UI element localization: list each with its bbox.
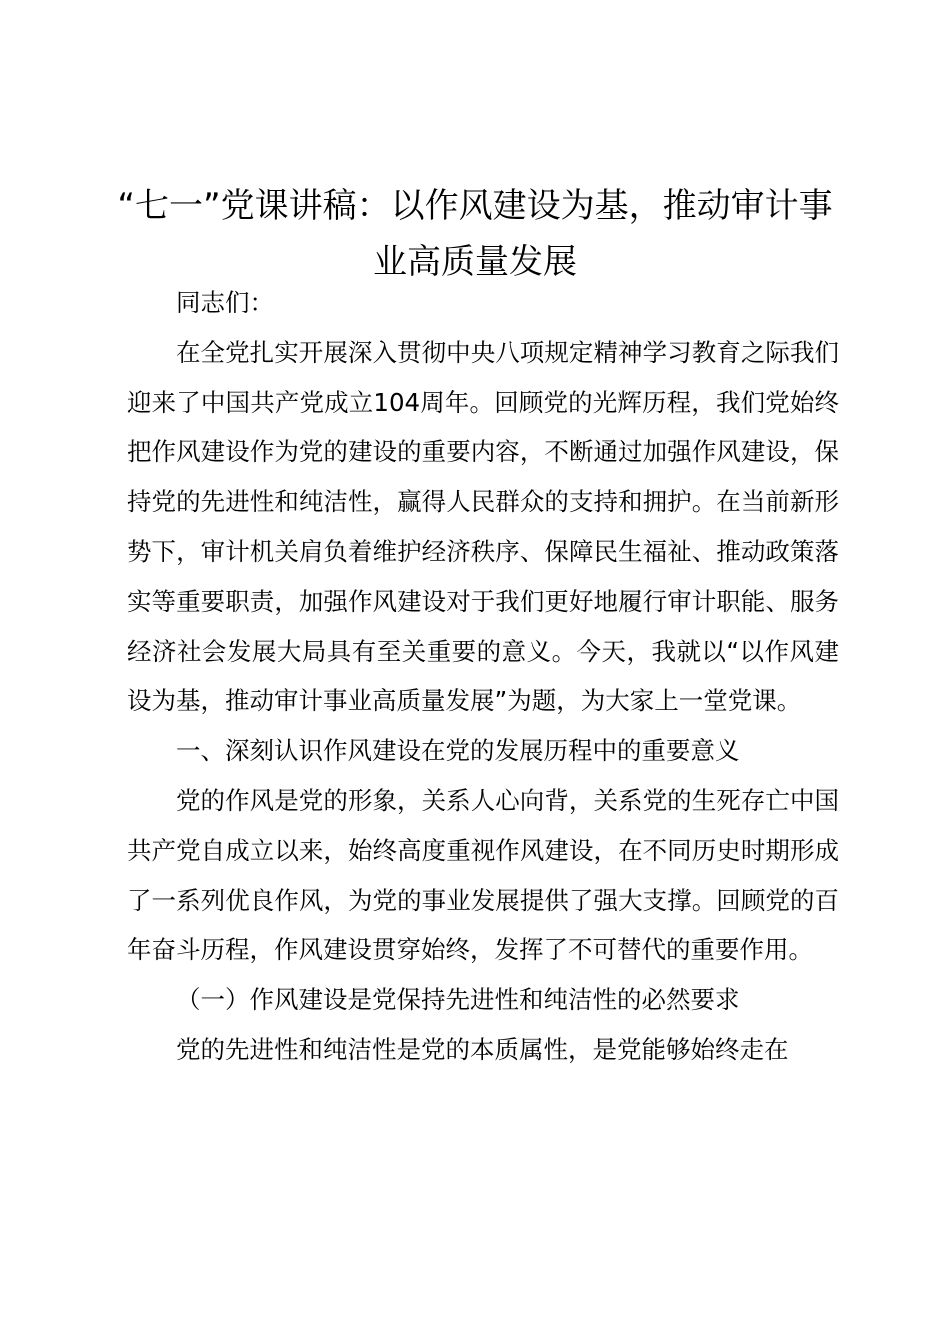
document-body <box>127 278 839 1075</box>
subsection-1-paragraph: 党的先进性和纯洁性是党的本质属性，是党能够始终走在 <box>176 1034 789 1064</box>
section-1-paragraph: 党的作风是党的形象，关系人心向背，关系党的生死存亡中国共产党自成立以来，始终高度重视作风建设，在不同历史时期形成了一系列优良作风，为党的事业发展提供了强大支撑。回顾党的百年奋斗历程，作风建设贯穿始终，发挥了不可替代的重要作用。 <box>127 785 839 965</box>
salutation: 同志们： <box>176 288 274 317</box>
section-heading-1: 一、深刻认识作风建设在党的发展历程中的重要意义 <box>176 736 740 766</box>
intro-paragraph: 在全党扎实开展深入贯彻中央八项规定精神学习教育之际我们迎来了中国共产党成立104周年。回顾党的光辉历程，我们党始终把作风建设作为党的建设的重要内容，不断通过加强作风建设，保持党的先进性和纯洁性，赢得人民群众的支持和拥护。在当前新形势下，审计机关肩负着维护经济秩序、保障民生福祉、推动政策落实等重要职责，加强作风建设对于我们更好地履行审计职能、服务经济社会发展大局具有至关重要的意义。今天，我就以“以作风建设为基，推动审计事业高质量发展”为题，为大家上一堂党课。 <box>127 337 839 716</box>
subsection-heading-1: （一）作风建设是党保持先进性和纯洁性的必然要求 <box>176 985 740 1015</box>
document-title: “七一”党课讲稿：以作风建设为基，推动审计事业高质量发展 <box>117 186 833 282</box>
